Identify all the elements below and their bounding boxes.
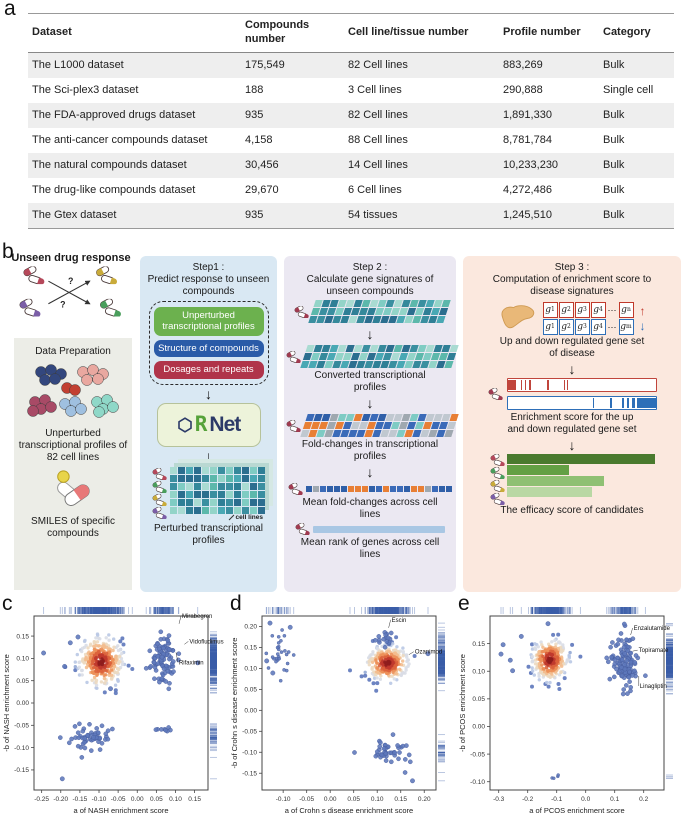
svg-text:0.15: 0.15 (188, 796, 201, 803)
svg-text:0.15: 0.15 (16, 633, 29, 641)
table-cell: 8,781,784 (503, 134, 552, 146)
pill-pair-icon (294, 306, 309, 318)
table-cell: The L1000 dataset (32, 59, 124, 71)
svg-text:0.05: 0.05 (347, 796, 361, 803)
panel-c (0, 594, 228, 825)
svg-text:-0.10: -0.10 (275, 796, 291, 803)
unseen-drug-title: Unseen drug response (11, 252, 131, 264)
dataset-table (28, 13, 674, 229)
pill-pair-icon (490, 480, 505, 492)
input-unperturbed-profiles: Unperturbed transcriptional profiles (154, 307, 264, 336)
pill-pair-icon (286, 351, 301, 363)
table-cell: Bulk (599, 203, 674, 229)
col-header-compounds: Compounds number (241, 14, 344, 53)
pill-capsule-icon (50, 468, 96, 512)
step1-subtitle: Predict response to unseen compounds (147, 274, 270, 297)
table-cell: The Gtex dataset (28, 203, 241, 229)
svg-text:Mirabegron: Mirabegron (182, 613, 213, 620)
gene-box: g 1 (543, 302, 558, 318)
down-arrow-icon: ↓ (568, 437, 576, 453)
input-dosages: Dosages and repeats (154, 361, 264, 378)
svg-text:a of Crohn s disease enrichmen: a of Crohn s disease enrichment score (284, 806, 414, 815)
gene-box: g n (619, 302, 634, 318)
col-header-profile: Profile number (499, 14, 599, 53)
svg-text:-0.15: -0.15 (72, 796, 88, 803)
table-cell: 6 Cell lines (348, 184, 402, 196)
svg-text:0.00: 0.00 (130, 796, 144, 803)
svg-text:-0.05: -0.05 (470, 751, 485, 759)
table-row (28, 203, 674, 229)
svg-text:0.05: 0.05 (150, 796, 163, 803)
efficacy-bars (507, 454, 655, 498)
col-header-cellline: Cell line/tissue number (344, 14, 499, 53)
svg-text:0.10: 0.10 (472, 668, 485, 676)
mean-rank-bar (313, 526, 445, 533)
table-cell: 935 (241, 203, 344, 229)
gene-box: g 1 (543, 319, 558, 335)
gene-box: g 3 (575, 319, 590, 335)
svg-text:Escin: Escin (391, 617, 407, 624)
svg-text:a of NASH enrichment score: a of NASH enrichment score (73, 806, 169, 815)
table-cell: 1,245,510 (499, 203, 599, 229)
svg-text:0.2: 0.2 (639, 796, 649, 803)
pill-pair-icon (286, 420, 301, 432)
up-enrichment-barcode (507, 378, 657, 392)
mean-fold-label: Mean fold-changes across cell lines (302, 497, 438, 520)
cell-clusters-icon (21, 362, 125, 424)
table-cell: 883,269 (503, 59, 543, 71)
svg-text:0.15: 0.15 (394, 796, 408, 803)
question-mark: ? (68, 275, 74, 286)
down-arrow-icon: ↓ (639, 318, 646, 333)
svg-text:-0.05: -0.05 (110, 796, 126, 803)
svg-text:-0.05: -0.05 (14, 722, 29, 730)
data-preparation-box (14, 338, 132, 590)
pill-pair-icon (488, 388, 503, 400)
table-cell: The FDA-approved drugs dataset (32, 109, 196, 121)
table-header-row (28, 14, 674, 53)
svg-text:0.10: 0.10 (370, 796, 384, 803)
up-gene-row (543, 302, 634, 318)
pcos-scatter-chart (456, 598, 684, 825)
gene-box: g m (619, 319, 634, 335)
gene-box: g 2 (559, 319, 574, 335)
fold-label: Fold-changes in transcriptional profiles (301, 439, 439, 462)
svg-text:-0.25: -0.25 (34, 796, 50, 803)
col-header-category: Category (599, 14, 674, 53)
svg-text:0.10: 0.10 (169, 796, 182, 803)
table-cell: 54 tissues (344, 203, 499, 229)
pill-pair-icon (19, 297, 41, 317)
prnet-logo (157, 403, 261, 447)
crossing-arrows-diagram (17, 266, 125, 318)
svg-text:Vidofludimus: Vidofludimus (189, 639, 224, 646)
step1-inputs-group (149, 301, 269, 385)
down-arrow-icon: ↓ (568, 361, 576, 377)
svg-text:-0.15: -0.15 (14, 767, 29, 775)
step1-title: Step1 : (192, 262, 225, 273)
pill-pair-icon (295, 523, 310, 535)
panel-label-a: a (4, 0, 16, 20)
panel-label-d: d (230, 592, 242, 615)
gene-box: g 2 (559, 302, 574, 318)
svg-text:0.00: 0.00 (472, 723, 485, 731)
table-cell: Bulk (603, 59, 625, 71)
table-cell: 30,456 (245, 159, 279, 171)
svg-text:0.15: 0.15 (472, 640, 485, 648)
table-cell: 82 Cell lines (348, 59, 408, 71)
table-row (28, 103, 674, 128)
table-cell: Bulk (603, 134, 625, 146)
fold-change-heatmap (300, 414, 458, 437)
table-cell: 175,549 (245, 59, 285, 71)
down-arrow-icon: ↓ (366, 464, 374, 480)
prnet-logo-name: Net (209, 412, 241, 436)
svg-text:a of PCOS enrichment score: a of PCOS enrichment score (529, 806, 625, 815)
table-cell: 4,158 (245, 134, 273, 146)
table-cell: 88 Cell lines (348, 134, 408, 146)
nash-scatter-chart (0, 598, 228, 825)
pill-pair-icon (288, 483, 303, 495)
table-cell: Bulk (603, 184, 625, 196)
table-row (28, 52, 674, 78)
svg-text:Topiramate: Topiramate (638, 648, 669, 655)
step2-box (284, 256, 456, 592)
table-cell: 82 Cell lines (348, 109, 408, 121)
svg-text:-b of PCOS enrichment score: -b of PCOS enrichment score (458, 654, 467, 752)
table-cell: 29,670 (245, 184, 279, 196)
input-structure: Structure of compounds (154, 340, 264, 357)
down-arrow-icon: ↓ (366, 326, 374, 342)
table-cell: 935 (245, 109, 264, 121)
svg-text:0.00: 0.00 (244, 707, 257, 715)
up-arrow-icon: ↑ (639, 304, 646, 319)
step1-output-label: Perturbed transcriptional profiles (154, 523, 263, 547)
pill-pair-icon (152, 507, 167, 519)
table-cell: 10,233,230 (503, 159, 559, 171)
svg-text:Ozanimod: Ozanimod (414, 649, 443, 656)
step3-box (463, 256, 681, 592)
down-arrow-icon: ↓ (366, 395, 374, 411)
pill-pair-icon (490, 454, 505, 466)
table-row (28, 78, 674, 103)
dataset-table-container (28, 13, 674, 229)
svg-text:Enzalutamide: Enzalutamide (633, 625, 670, 632)
table-cell: Bulk (603, 159, 625, 171)
step3-title: Step 3 : (554, 262, 590, 273)
table-cell: 4,272,486 (503, 184, 552, 196)
pill-pair-icon (152, 494, 167, 506)
panel-label-c: c (2, 592, 13, 615)
gene-box: g 4 (591, 302, 606, 318)
mean-rank-label: Mean rank of genes across cell lines (300, 537, 440, 560)
svg-text:Rifaximin: Rifaximin (178, 660, 204, 667)
step2-title: Step 2 : (352, 262, 388, 273)
gene-set-label: Up and down regulated gene set of disease (499, 336, 645, 359)
col-header-dataset: Dataset (28, 14, 241, 53)
efficacy-label: The efficacy score of candidates (500, 505, 644, 516)
pill-pair-icon (152, 481, 167, 493)
panel-label-e: e (458, 592, 470, 615)
gene-signature-heatmap (308, 300, 450, 323)
ellipsis: ⋯ (607, 304, 617, 315)
dataset-table-body (28, 52, 674, 228)
svg-text:-0.15: -0.15 (242, 770, 257, 778)
svg-text:-0.10: -0.10 (14, 744, 29, 752)
svg-text:0.05: 0.05 (472, 696, 485, 704)
table-cell: 188 (245, 84, 264, 96)
svg-text:-0.05: -0.05 (242, 728, 257, 736)
pill-pair-icon (99, 297, 121, 317)
perturbed-heatmap (170, 467, 265, 514)
gene-box: g 4 (591, 319, 606, 335)
svg-text:-0.10: -0.10 (91, 796, 107, 803)
gene-box: g 3 (575, 302, 590, 318)
table-cell: 3 Cell lines (348, 84, 402, 96)
step2-subtitle: Calculate gene signatures of unseen compounds (306, 274, 434, 297)
svg-text:0.05: 0.05 (16, 677, 29, 685)
svg-text:-b of NASH enrichment score: -b of NASH enrichment score (2, 654, 11, 752)
cell-lines-caption: cell lines (228, 514, 263, 522)
table-row (28, 178, 674, 203)
mean-fold-bar (306, 486, 452, 492)
svg-text:-0.10: -0.10 (470, 778, 485, 786)
liver-icon (499, 303, 539, 334)
svg-text:0.0: 0.0 (581, 796, 591, 803)
pill-pair-icon (490, 493, 505, 505)
table-cell: The natural compounds dataset (32, 159, 187, 171)
data-preparation-title: Data Preparation (35, 346, 111, 357)
panel-label-b: b (2, 240, 14, 263)
table-row (28, 128, 674, 153)
svg-text:-0.3: -0.3 (493, 796, 505, 803)
svg-text:Linagliptin: Linagliptin (639, 684, 667, 690)
svg-text:-0.10: -0.10 (242, 749, 257, 757)
table-cell: 14 Cell lines (348, 159, 408, 171)
efficacy-bar (507, 476, 605, 486)
converted-label: Converted transcriptional profiles (314, 370, 426, 393)
down-gene-row (543, 319, 634, 335)
table-cell: Single cell (603, 84, 654, 96)
enrichment-label: Enrichment score for the up and down regulated gene set (507, 412, 637, 435)
unperturbed-profiles-label: Unperturbed transcriptional profiles of 82 cell lines (18, 428, 128, 463)
svg-text:0.20: 0.20 (417, 796, 431, 803)
svg-text:0.05: 0.05 (244, 686, 257, 694)
pill-column (152, 468, 167, 519)
panel-d (228, 594, 456, 825)
step1-box (140, 256, 277, 592)
pill-pair-icon (95, 266, 117, 286)
panel-e (456, 594, 684, 825)
efficacy-bar (507, 454, 655, 464)
svg-text:0.15: 0.15 (244, 644, 257, 652)
table-cell: The anti-cancer compounds dataset (32, 134, 208, 146)
svg-text:-0.20: -0.20 (53, 796, 69, 803)
converted-profiles-heatmap (300, 345, 458, 368)
down-arrow-icon: ↓ (205, 385, 212, 402)
svg-text:0.00: 0.00 (16, 700, 29, 708)
table-cell: Bulk (603, 109, 625, 121)
unseen-drug-block (8, 252, 134, 318)
svg-text:0.1: 0.1 (610, 796, 620, 803)
svg-text:-b of Crohn s disease enrichme: -b of Crohn s disease enrichment score (230, 637, 239, 769)
hexagon-molecule-icon (177, 417, 193, 433)
svg-text:-0.1: -0.1 (551, 796, 563, 803)
pill-pair-icon (152, 468, 167, 480)
table-cell: The drug-like compounds dataset (32, 184, 196, 196)
smiles-label: SMILES of specific compounds (31, 516, 115, 539)
efficacy-bar (507, 465, 569, 475)
table-cell: The Sci-plex3 dataset (32, 84, 139, 96)
table-cell: 1,891,330 (503, 109, 552, 121)
down-enrichment-barcode (507, 396, 657, 410)
svg-text:0.10: 0.10 (244, 665, 257, 673)
table-cell: 290,888 (503, 84, 543, 96)
crohns-scatter-chart (228, 598, 456, 825)
svg-text:0.20: 0.20 (244, 623, 257, 631)
svg-text:0.10: 0.10 (16, 655, 29, 663)
question-mark: ? (60, 299, 66, 310)
table-row (28, 153, 674, 178)
prnet-logo-letter: R (194, 411, 208, 436)
ellipsis: ⋯ (607, 321, 617, 332)
tick-line (228, 515, 234, 521)
svg-text:-0.05: -0.05 (299, 796, 315, 803)
svg-text:0.00: 0.00 (323, 796, 337, 803)
pill-column (490, 454, 505, 505)
efficacy-bar (507, 487, 593, 497)
pill-pair-icon (490, 467, 505, 479)
down-arrow-icon: ↓ (205, 447, 212, 464)
pill-pair-icon (23, 266, 45, 286)
svg-text:-0.2: -0.2 (522, 796, 534, 803)
step3-subtitle: Computation of enrichment score to disease signatures (492, 274, 652, 297)
